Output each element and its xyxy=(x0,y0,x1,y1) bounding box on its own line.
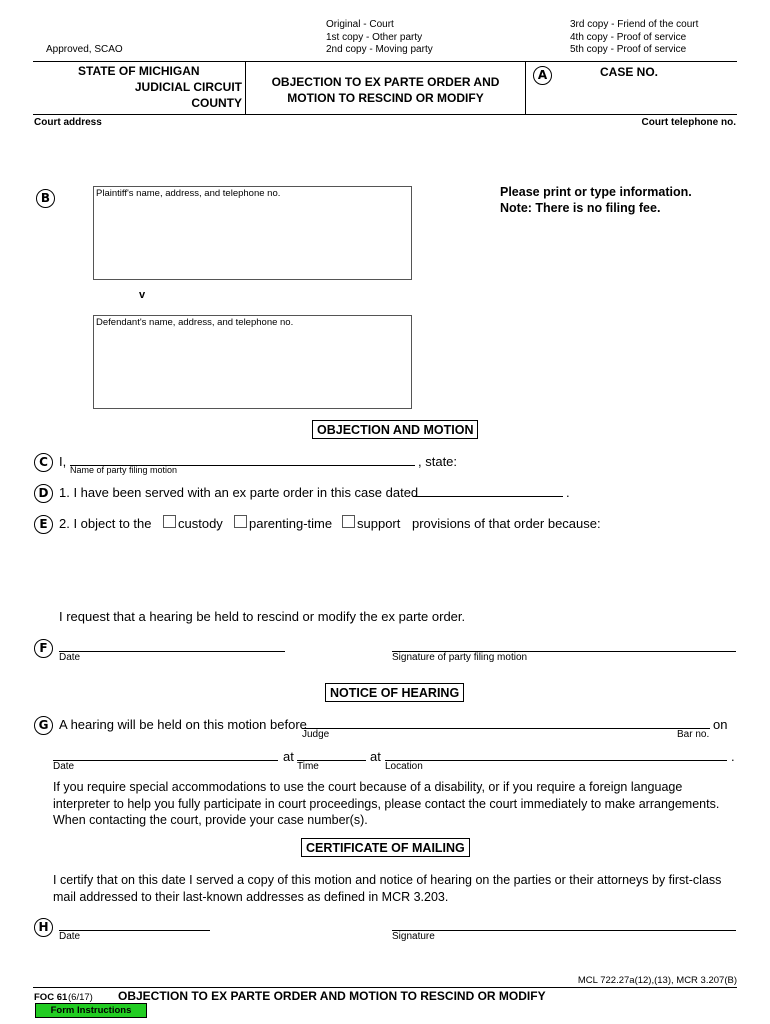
hearing-location-field[interactable] xyxy=(385,760,727,761)
certificate-text xyxy=(53,872,721,905)
court-telephone-label: Court telephone no. xyxy=(641,117,736,128)
mailing-date-field[interactable] xyxy=(59,930,210,931)
marker-c-icon: C xyxy=(34,453,53,472)
copy-distribution-middle xyxy=(326,19,433,57)
motion-date-field[interactable] xyxy=(59,651,285,652)
parenting-time-label: parenting-time xyxy=(249,516,333,531)
custody-label: custody xyxy=(178,516,223,531)
objection-heading: OBJECTION AND MOTION xyxy=(312,420,478,439)
footer-form-title: OBJECTION TO EX PARTE ORDER AND MOTION TO RESCIND OR MODIFY xyxy=(118,989,546,1003)
instruction-line: Please print or type information. xyxy=(500,185,692,199)
certificate-line: I certify that on this date I served a copy of this motion and notice of hearing on the parties or their attorneys by first-class xyxy=(53,873,722,887)
copy-distribution-right xyxy=(570,19,698,57)
support-checkbox[interactable] xyxy=(342,515,355,528)
accommodations-line: interpreter to help you fully participate in court proceedings, please contact the court immediately to make arrangements. xyxy=(53,796,720,811)
form-revision: (6/17) xyxy=(68,992,93,1003)
filing-instructions xyxy=(500,184,692,216)
case-number-label: CASE NO. xyxy=(600,65,659,79)
item2-end-text: provisions of that order because: xyxy=(412,516,601,531)
accommodations-notice xyxy=(53,779,719,829)
i-prefix: I, xyxy=(59,454,67,469)
party-name-label: Name of party filing motion xyxy=(70,465,178,475)
mailing-signature-field[interactable] xyxy=(392,930,736,931)
hearing-time-label: Time xyxy=(297,761,319,772)
hearing-date-field[interactable] xyxy=(53,760,278,761)
motion-signature-label: Signature of party filing motion xyxy=(392,652,528,663)
header-divider-right xyxy=(525,62,526,114)
marker-f-icon: F xyxy=(34,639,53,658)
defendant-field[interactable] xyxy=(93,315,412,409)
footer-rule xyxy=(33,987,737,988)
order-date-field[interactable] xyxy=(413,496,563,497)
mailing-signature-label: Signature xyxy=(392,931,435,942)
state-label: STATE OF MICHIGAN xyxy=(78,64,200,78)
header-bottom-rule xyxy=(33,114,737,115)
marker-d-icon: D xyxy=(34,484,53,503)
versus-label: v xyxy=(139,289,146,301)
state-suffix: , state: xyxy=(418,454,458,469)
motion-date-label: Date xyxy=(59,652,81,663)
item1-text: 1. I have been served with an ex parte order in this case dated xyxy=(59,485,419,500)
hearing-request-text: I request that a hearing be held to rescind or modify the ex parte order. xyxy=(59,609,466,624)
form-number: FOC 61 xyxy=(34,992,68,1003)
form-title-line: MOTION TO RESCIND OR MODIFY xyxy=(287,91,484,105)
copy-line: 2nd copy - Moving party xyxy=(326,44,433,55)
form-title-line: OBJECTION TO EX PARTE ORDER AND xyxy=(271,75,500,89)
marker-e-icon: E xyxy=(34,515,53,534)
marker-b-icon: B xyxy=(36,189,55,208)
copy-line: Original - Court xyxy=(326,19,394,30)
circuit-label: JUDICIAL CIRCUIT xyxy=(134,80,242,94)
statute-citation: MCL 722.27a(12),(13), MCR 3.207(B) xyxy=(577,975,737,986)
instruction-line: Note: There is no filing fee. xyxy=(500,201,661,215)
hearing-before-text: A hearing will be held on this motion before xyxy=(59,717,307,732)
copy-line: 3rd copy - Friend of the court xyxy=(570,19,699,30)
court-address-label: Court address xyxy=(34,117,102,128)
hearing-date-label: Date xyxy=(53,761,75,772)
judge-label: Judge xyxy=(302,729,330,740)
marker-a-icon: A xyxy=(533,66,552,85)
defendant-label: Defendant's name, address, and telephone no. xyxy=(96,317,294,328)
form-title xyxy=(246,74,525,106)
objection-reasons-field[interactable] xyxy=(59,536,737,596)
custody-checkbox[interactable] xyxy=(163,515,176,528)
accommodations-line: When contacting the court, provide your case number(s). xyxy=(53,813,368,827)
plaintiff-label: Plaintiff's name, address, and telephone no. xyxy=(96,188,281,199)
certificate-heading: CERTIFICATE OF MAILING xyxy=(301,838,470,857)
approved-text: Approved, SCAO xyxy=(46,44,123,55)
at-text-2: at xyxy=(370,749,381,764)
form-instructions-button[interactable]: Form Instructions xyxy=(35,1003,147,1018)
copy-line: 4th copy - Proof of service xyxy=(570,31,687,43)
at-text-1: at xyxy=(283,749,294,764)
certificate-line: mail addressed to their last-known addresses as defined in MCR 3.203. xyxy=(53,889,449,904)
support-label: support xyxy=(357,516,401,531)
copy-line: 5th copy - Proof of service xyxy=(570,44,687,55)
marker-g-icon: G xyxy=(34,716,53,735)
hearing-location-label: Location xyxy=(385,761,423,772)
marker-h-icon: H xyxy=(34,918,53,937)
county-label: COUNTY xyxy=(191,96,242,110)
mailing-date-label: Date xyxy=(59,931,81,942)
header-rule xyxy=(33,61,737,62)
notice-heading: NOTICE OF HEARING xyxy=(325,683,464,702)
item1-period: . xyxy=(566,485,570,500)
location-period: . xyxy=(731,749,735,764)
judge-field[interactable] xyxy=(302,728,710,729)
parenting-time-checkbox[interactable] xyxy=(234,515,247,528)
plaintiff-field[interactable] xyxy=(93,186,412,280)
item2-text: 2. I object to the xyxy=(59,516,152,531)
accommodations-line: If you require special accommodations to use the court because of a disability, or if you require a foreign language xyxy=(53,780,683,794)
on-text: on xyxy=(713,717,728,732)
copy-line: 1st copy - Other party xyxy=(326,31,423,43)
bar-number-label: Bar no. xyxy=(677,729,710,740)
